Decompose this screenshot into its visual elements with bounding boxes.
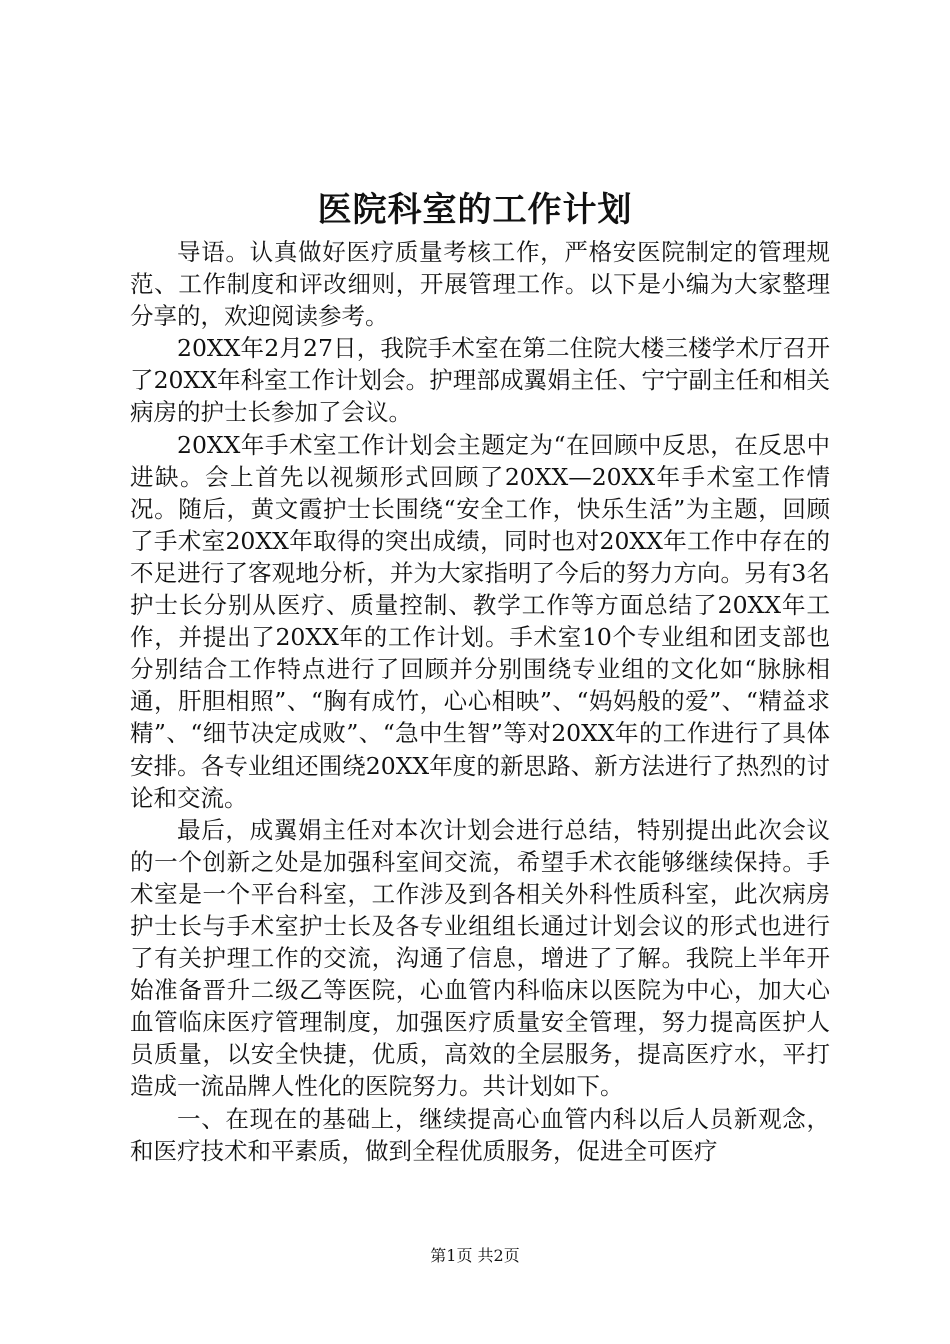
paragraph-theme: 20XX年手术室工作计划会主题定为“在回顾中反思，在反思中进缺。会上首先以视频形式回顾了20XX—20XX年手术室工作情况。随后，黄文霞护士长围绕“安全工作，快乐生活”为主题，回顾了手术室20XX年取得的突出成绩，同时也对20XX年工作中存在的不足进行了客观地分析，并为大家指明了今后的努力方向。另有3名护士长分别从医疗、质量控制、教学工作等方面总结了20XX年工作，并提出了20XX年的工作计划。手术室10个专业组和团支部也分别结合工作特点进行了回顾并分别围绕专业组的文化如“脉脉相通，肝胆相照”、“胸有成竹，心心相映”、“妈妈般的爱”、“精益求精”、“细节决定成败”、“急中生智”等对20XX年的工作进行了具体安排。各专业组还围绕20XX年度的新思路、新方法进行了热烈的讨论和交流。 — [130, 430, 830, 812]
document-body — [130, 236, 830, 1167]
page-number-footer: 第1页 共2页 — [430, 1246, 520, 1265]
paragraph-summary: 最后，成翼娟主任对本次计划会进行总结，特别提出此次会议的一个创新之处是加强科室间交流，希望手术衣能够继续保持。手术室是一个平台科室，工作涉及到各相关外科性质科室，此次病房护士长与手术室护士长及各专业组组长通过计划会议的形式也进行了有关护理工作的交流，沟通了信息，增进了了解。我院上半年开始准备晋升二级乙等医院，心血管内科临床以医院为中心，加大心血管临床医疗管理制度，加强医疗质量安全管理，努力提高医护人员质量，以安全快捷，优质，高效的全层服务，提高医疗水，平打造成一流品牌人性化的医院努力。共计划如下。 — [130, 815, 830, 1101]
paragraph-meeting: 20XX年2月27日，我院手术室在第二住院大楼三楼学术厅召开了20XX年科室工作计划会。护理部成翼娟主任、宁宁副主任和相关病房的护士长参加了会议。 — [130, 334, 830, 427]
paragraph-plan-item-1: 一、在现在的基础上，继续提高心血管内科以后人员新观念，和医疗技术和平素质，做到全程优质服务，促进全可医疗 — [130, 1104, 830, 1165]
paragraph-intro: 导语。认真做好医疗质量考核工作，严格安医院制定的管理规范、工作制度和评改细则，开展管理工作。以下是小编为大家整理分享的，欢迎阅读参考。 — [130, 238, 830, 331]
document-title: 医院科室的工作计划 — [317, 190, 633, 230]
